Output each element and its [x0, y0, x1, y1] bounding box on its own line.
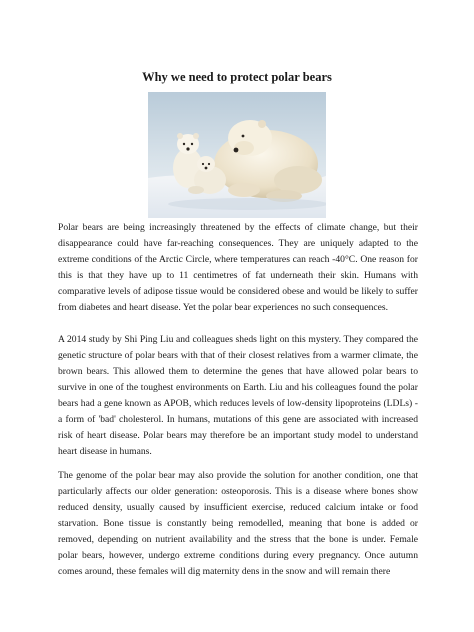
paragraph-1: Polar bears are being increasingly threatened by the effects of climate change, but their disappearance could have far-reaching consequences. They are uniquely adapted to the extreme conditions of the Arctic Circle, where temperatures can reach -40°C. One reason for this is that they have up to 11 centimetres of fat underneath their skin. Humans with comparative levels of adipose tissue would be considered obese and would be likely to suffer from diabetes and heart disease. Yet the polar bear experiences no such consequences. — [58, 222, 418, 313]
paragraph-2: A 2014 study by Shi Ping Liu and colleagues sheds light on this mystery. They compared the genetic structure of polar bears with that of their closest relatives from a warmer climate, the brown bears. This allowed them to determine the genes that have allowed polar bears to survive in one of the toughest environments on Earth. Liu and his colleagues found the polar bears had a gene known as APOB, which reduces levels of low-density lipoproteins (LDLs) - a form of 'bad' cholesterol. In humans, mutations of this gene are associated with increased risk of heart disease. Polar bears may therefore be an important study model to understand heart disease in humans. — [58, 334, 418, 457]
page-title: Why we need to protect polar bears — [142, 70, 332, 84]
polar-bear-photo — [148, 92, 326, 218]
paragraph-3: The genome of the polar bear may also provide the solution for another condition, one that particularly affects our older generation: osteoporosis. This is a disease where bones show reduced density, usually caused by insufficient exercise, reduced calcium intake or food starvation. Bone tissue is constantly being remodelled, meaning that bone is added or removed, depending on nutrient availability and the stress that the bone is under. Female polar bears, however, undergo extreme conditions during every pregnancy. Once autumn comes around, these females will dig maternity dens in the snow and will remain there — [58, 470, 418, 577]
